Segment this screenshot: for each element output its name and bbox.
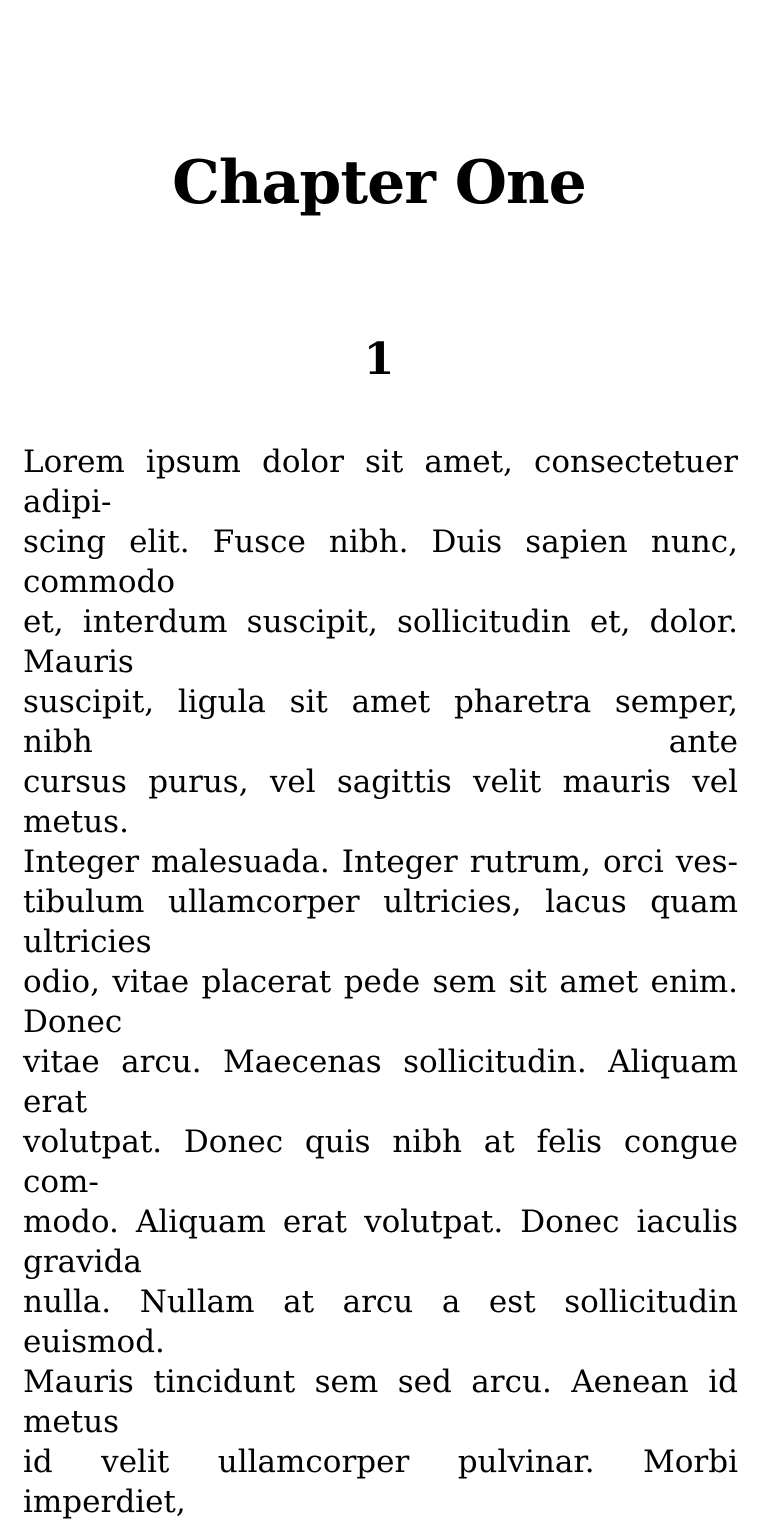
chapter-title: Chapter One [172, 148, 586, 218]
body-line: vitae arcu. Maecenas sollicitudin. Aliquam erat [23, 1044, 738, 1120]
body-line: volutpat. Donec quis nibh at felis congue com- [23, 1124, 738, 1200]
body-line: odio, vitae placerat pede sem sit amet enim. Donec [23, 964, 738, 1040]
body-line: suscipit, ligula sit amet pharetra semper, nibh ante [23, 684, 738, 760]
body-line: modo. Aliquam erat volutpat. Donec iaculis gravida [23, 1204, 738, 1280]
body-line: nulla. Nullam at arcu a est sollicitudin euismod. [23, 1284, 738, 1360]
body-line: et, interdum suscipit, sollicitudin et, dolor. Mauris [23, 604, 738, 680]
body-line: Mauris tincidunt sem sed arcu. Aenean id metus [23, 1364, 738, 1440]
chapter-body [23, 442, 738, 1522]
body-line: Lorem ipsum dolor sit amet, consectetuer adipi- [23, 444, 738, 520]
body-line: tibulum ullamcorper ultricies, lacus quam ultricies [23, 884, 738, 960]
body-line: id velit ullamcorper pulvinar. Morbi imperdiet, [23, 1444, 738, 1520]
chapter-number: 1 [363, 334, 395, 385]
body-line: scing elit. Fusce nibh. Duis sapien nunc, commodo [23, 524, 738, 600]
body-line: cursus purus, vel sagittis velit mauris vel metus. [23, 764, 738, 840]
body-line: Integer malesuada. Integer rutrum, orci ves- [23, 844, 738, 880]
